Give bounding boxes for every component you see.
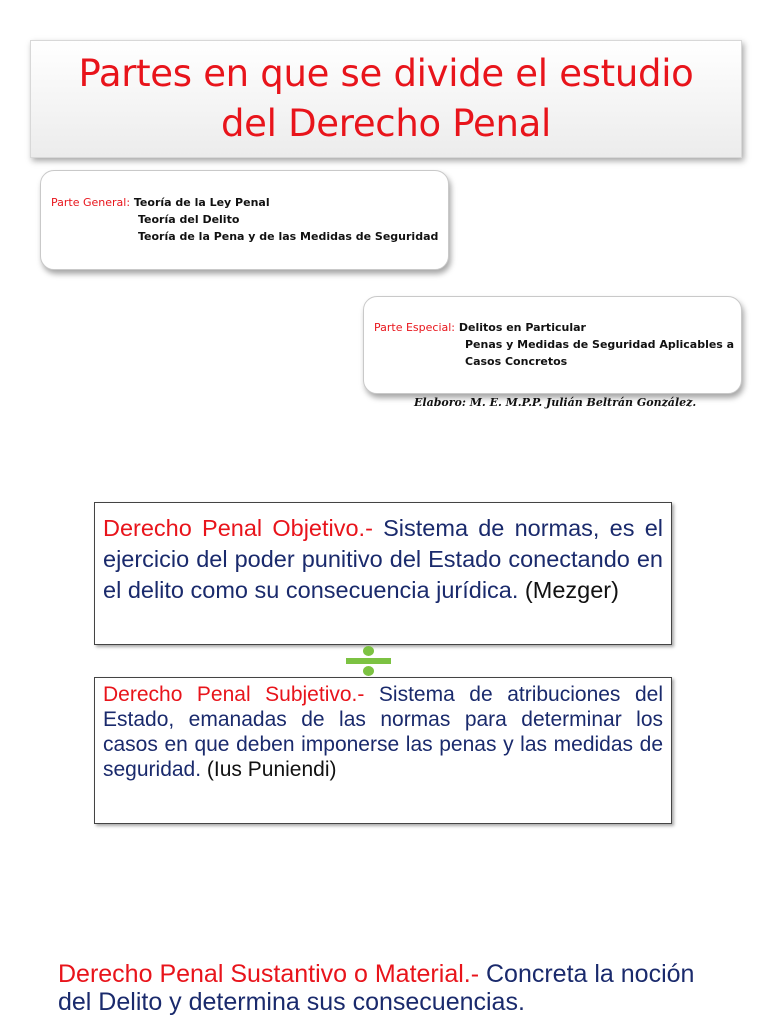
subjetivo-text: Sistema de atribuciones del Estado, emanadas de las normas para determinar los casos en que deben imponerse las penas y las medidas de seguridad. [103, 683, 663, 781]
sustantivo-definition [58, 960, 718, 1016]
sustantivo-text: Concreta la noción del Delito y determina sus consecuencias. [58, 960, 695, 1016]
page-title [78, 49, 693, 149]
parte-general-item: Teoría de la Pena y de las Medidas de Seguridad [138, 230, 439, 243]
objetivo-text: Sistema de normas, es el ejercicio del poder punitivo del Estado conectando en el delito como su consecuencia jurídica. [103, 515, 663, 603]
parte-general-item: Teoría del Delito [138, 213, 240, 226]
sustantivo-term: Derecho Penal Sustantivo o Material.- [58, 960, 480, 988]
parte-especial-label: Parte Especial: [374, 321, 456, 334]
page-title-line1: Partes en que se divide el estudio [78, 52, 694, 95]
title-box [30, 40, 742, 158]
objetivo-definition-box [94, 502, 672, 645]
subjetivo-definition-box [94, 677, 672, 824]
objetivo-term: Derecho Penal Objetivo.- [103, 515, 373, 541]
parte-especial-item: Delitos en Particular [458, 321, 586, 334]
parte-general-item: Teoría de la Ley Penal [133, 196, 270, 209]
page-title-line2: del Derecho Penal [221, 102, 551, 145]
author-credit: Elaboro: M. E. M.P.P. Julián Beltrán González. [414, 396, 697, 409]
subjetivo-author: (Ius Puniendi) [201, 758, 337, 781]
parte-especial-item: Casos Concretos [465, 355, 568, 368]
parte-general-box [40, 170, 449, 270]
parte-especial-item: Penas y Medidas de Seguridad Aplicables a [465, 338, 735, 351]
division-sign-icon [346, 646, 391, 676]
parte-especial-box [363, 296, 742, 394]
subjetivo-term: Derecho Penal Subjetivo.- [103, 683, 365, 706]
parte-general-label: Parte General: [51, 196, 131, 209]
objetivo-author: (Mezger) [518, 577, 619, 603]
